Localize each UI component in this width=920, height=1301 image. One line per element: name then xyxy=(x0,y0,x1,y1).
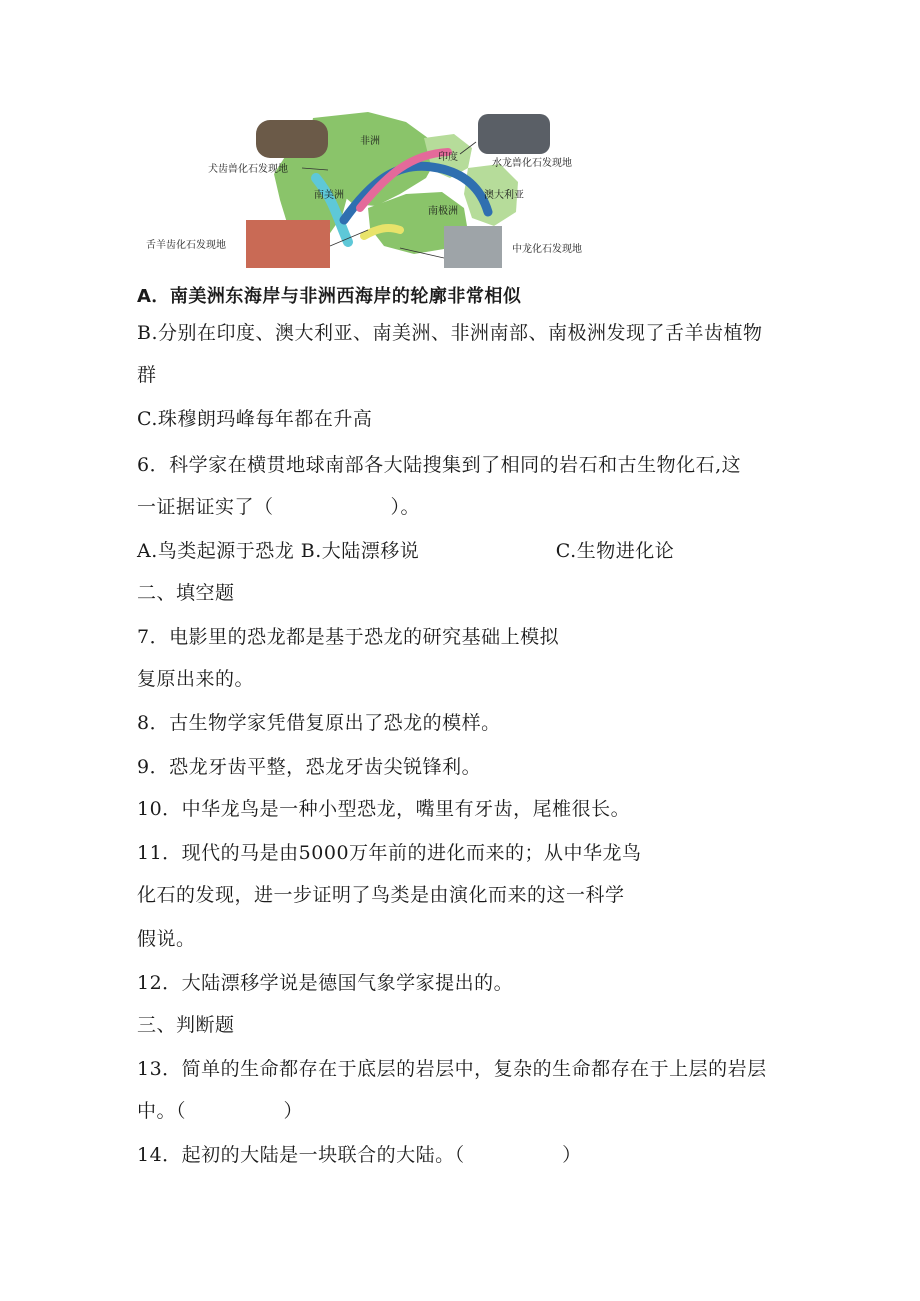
glossopteris-fossil-photo xyxy=(246,220,330,268)
label-antarctica: 南极洲 xyxy=(428,206,458,217)
question-13-text: 13．简单的生命都存在于底层的岩层中，复杂的生命都存在于上层的岩层 xyxy=(137,1058,767,1080)
section-fill-blank-heading: 二、填空题 xyxy=(137,582,235,604)
label-australia: 澳大利亚 xyxy=(484,190,524,201)
question-6-blank: 一证据证实了（ ）。 xyxy=(137,496,421,518)
option-b-continued: 群 xyxy=(137,364,157,386)
question-7-text: 7．电影里的恐龙都是基于恐龙的研究基础上模拟 xyxy=(137,626,560,648)
mesosaurus-fossil-photo xyxy=(444,226,502,268)
question-11-text: 11．现代的马是由5000万年前的进化而来的；从中华龙鸟 xyxy=(137,842,642,864)
option-c-everest: C.珠穆朗玛峰每年都在升高 xyxy=(137,408,373,430)
question-12-text: 12．大陆漂移学说是德国气象学家提出的。 xyxy=(137,972,514,994)
question-6-text: 6．科学家在横贯地球南部各大陆搜集到了相同的岩石和古生物化石,这 xyxy=(137,454,742,476)
question-7-continued: 复原出来的。 xyxy=(137,668,255,690)
question-8-text: 8．古生物学家凭借复原出了恐龙的模样。 xyxy=(137,712,501,734)
question-11-end: 假说。 xyxy=(137,928,196,950)
label-south-america: 南美洲 xyxy=(314,190,344,201)
gondwana-fossil-map xyxy=(138,108,608,274)
label-mesosaurus: 中龙化石发现地 xyxy=(512,244,582,255)
question-11-continued: 化石的发现，进一步证明了鸟类是由演化而来的这一科学 xyxy=(137,884,625,906)
option-b-glossopteris: B.分别在印度、澳大利亚、南美洲、非洲南部、南极洲发现了舌羊齿植物 xyxy=(137,322,763,344)
cynognathus-fossil-photo xyxy=(256,120,328,158)
question-13-blank: 中。（ ） xyxy=(137,1100,304,1122)
question-10-text: 10．中华龙鸟是一种小型恐龙，嘴里有牙齿，尾椎很长。 xyxy=(137,798,631,820)
label-cynognathus: 犬齿兽化石发现地 xyxy=(208,164,288,175)
map-illustration xyxy=(138,108,608,274)
section-judgement-heading: 三、判断题 xyxy=(137,1014,235,1036)
question-14-text: 14．起初的大陆是一块联合的大陆。（ ） xyxy=(137,1144,582,1166)
question-6-options: A.鸟类起源于恐龙 B.大陆漂移说 C.生物进化论 xyxy=(137,540,675,562)
label-lystrosaurus: 水龙兽化石发现地 xyxy=(492,158,572,169)
label-india: 印度 xyxy=(438,152,458,163)
label-africa: 非洲 xyxy=(360,136,380,147)
question-9-text: 9．恐龙牙齿平整，恐龙牙齿尖锐锋利。 xyxy=(137,756,482,778)
lystrosaurus-fossil-photo xyxy=(478,114,550,154)
label-glossopteris: 舌羊齿化石发现地 xyxy=(146,240,226,251)
option-a-coastline: A．南美洲东海岸与非洲西海岸的轮廓非常相似 xyxy=(137,286,522,307)
